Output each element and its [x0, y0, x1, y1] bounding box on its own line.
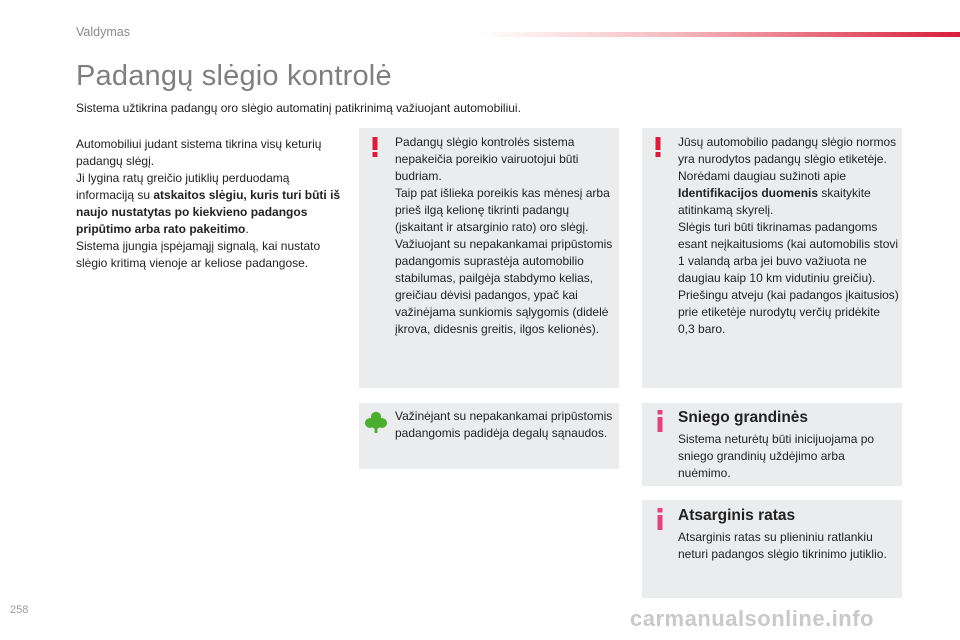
eco-leaf-icon	[365, 411, 387, 433]
exclamation-warning-icon	[368, 137, 382, 157]
snow-chains-heading: Sniego grandinės	[678, 409, 809, 426]
page-number: 258	[10, 604, 29, 616]
snow-chains-text: Sistema neturėtų būti inicijuojama po sniego grandinių uždėjimo arba nuėmimo.	[678, 432, 875, 480]
identification-data-emphasis: Identifikacijos duomenis	[678, 186, 819, 200]
reference-pressure-emphasis: atskaitos slėgiu, kuris turi būti iš naujo nustatytas po kiekvieno padangos pripūtimo arba rato pakeitimo	[76, 188, 341, 236]
watermark: carmanualsonline.info	[630, 606, 874, 631]
header-accent-bar	[480, 32, 960, 37]
left-paragraph-1: Automobiliui judant sistema tikrina visų keturių padangų slėgį.	[76, 137, 322, 168]
info-icon	[653, 508, 667, 530]
warning-box-2-text: Jūsų automobilio padangų slėgio normos yra nurodytos padangų slėgio etiketėje. Norėdami daugiau sužinoti apie Identifikacijos duomenis skaitykite atitinkamą skyrelį. Slėgis turi būti tikrinamas padangoms esant neįkaitusioms (kai automobilis stovi 1 valandą arba jei buvo važiuota ne daugiau kaip 10 km vidutiniu greičiu). Priešingu atveju (kai padangos įkaitusios) prie etiketėje nurodytų verčių pridėkite 0,3 baro.	[678, 135, 899, 336]
spare-wheel-text: Atsarginis ratas su plieniniu ratlankiu neturi padangos slėgio tikrinimo jutiklio.	[678, 530, 887, 561]
section-label: Valdymas	[76, 25, 130, 39]
spare-wheel-heading: Atsarginis ratas	[678, 507, 796, 524]
info-icon	[653, 410, 667, 432]
left-paragraph-2: Ji lygina ratų greičio jutiklių perduodamą informaciją su atskaitos slėgiu, kuris turi būti iš naujo nustatytas po kiekvieno padangos pripūtimo arba rato pakeitimo.	[76, 171, 341, 236]
warning-box-1-text: Padangų slėgio kontrolės sistema nepakeičia poreikio vairuotojui būti budriam. Taip pat išlieka poreikis kas mėnesį arba prieš ilgą kelionę tikrinti padangų (įskaitant ir atsarginio rato) oro slėgį. Važiuojant su nepakankamai pripūstomis padangomis suprastėja automobilio stabilumas, pailgėja stabdymo kelias, greičiau dėvisi padangos, ypač kai važinėjama sunkiomis sąlygomis (didelė įkrova, didesnis greitis, ilgos kelionės).	[395, 135, 613, 336]
exclamation-warning-icon	[651, 137, 665, 157]
left-column-text	[76, 136, 344, 272]
eco-box-text: Važinėjant su nepakankamai pripūstomis padangomis padidėja degalų sąnaudos.	[395, 409, 613, 440]
intro-text: Sistema užtikrina padangų oro slėgio automatinį patikrinimą važiuojant automobiliui.	[76, 101, 521, 115]
left-paragraph-3: Sistema įjungia įspėjamąjį signalą, kai nustato slėgio kritimą vienoje ar keliose padangose.	[76, 239, 321, 270]
page-title: Padangų slėgio kontrolė	[76, 60, 392, 92]
